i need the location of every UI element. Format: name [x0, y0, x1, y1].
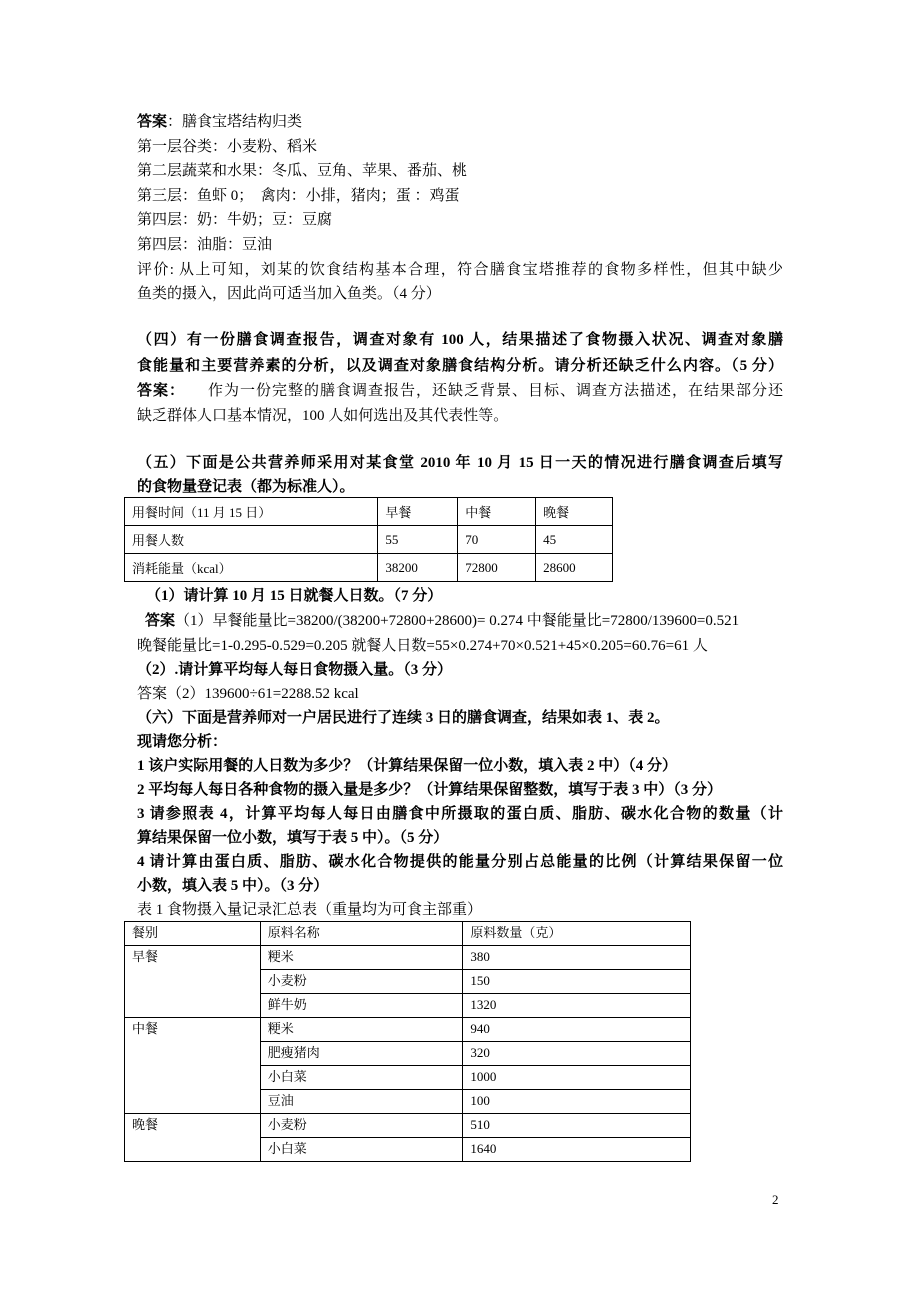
- table-cell: 晚餐: [536, 498, 613, 526]
- q6-item-2: 2 平均每人每日各种食物的摄入量是多少？（计算结果保留整数，填写于表 3 中）（3 分）: [137, 782, 723, 798]
- table-row: [125, 946, 691, 970]
- table-cell: 肥瘦猪肉: [260, 1042, 463, 1066]
- pagoda-answer-title: ：膳食宝塔结构归类: [167, 114, 303, 130]
- pagoda-level-1: 第一层谷类：小麦粉、稻米: [137, 139, 318, 155]
- table-cell: 28600: [536, 554, 613, 582]
- table-cell: 55: [378, 526, 458, 554]
- answer-label: 答案: [137, 114, 168, 130]
- table-cell: 消耗能量（kcal）: [125, 554, 378, 582]
- table-row: [125, 1114, 691, 1138]
- food-intake-table: [124, 921, 691, 1162]
- q5-answer-2: 答案（2）139600÷61=2288.52 kcal: [137, 686, 359, 702]
- pagoda-level-5: 第四层：油脂：豆油: [137, 237, 273, 253]
- table-cell: 小白菜: [260, 1066, 463, 1090]
- q4-answer-text: 作为一份完整的膳食调查报告，还缺乏背景、目标、调查方法描述，在结果部分还: [207, 383, 783, 399]
- table-cell: 1000: [463, 1066, 691, 1090]
- q4-question-line-1: （四）有一份膳食调查报告，调查对象有 100 人，结果描述了食物摄入状况、调查对象膳: [137, 332, 783, 348]
- page-number: 2: [772, 1192, 779, 1207]
- table-cell: 粳米: [260, 1018, 463, 1042]
- q6-item-4-line-1: 4 请计算由蛋白质、脂肪、碳水化合物提供的能量分别占总能量的比例（计算结果保留一位: [137, 854, 783, 870]
- table-row: [125, 498, 613, 526]
- q6-item-3-line-2: 算结果保留一位小数，填写于表 5 中）。（5 分）: [137, 830, 449, 846]
- q5-answer-1-line-2: 晚餐能量比=1-0.295-0.529=0.205 就餐人日数=55×0.274+70×0.521+45×0.205=60.76=61 人: [137, 638, 708, 654]
- table-cell: 100: [463, 1090, 691, 1114]
- table-header-row: [125, 922, 691, 946]
- q5-question-line-2: 的食物量登记表（都为标准人）。: [137, 479, 355, 495]
- q6-prompt: 现请您分析：: [137, 734, 228, 750]
- table-cell: 70: [458, 526, 536, 554]
- table-cell: 小麦粉: [260, 970, 463, 994]
- table-row: [125, 554, 613, 582]
- table-cell: 45: [536, 526, 613, 554]
- meal-cell: 中餐: [125, 1018, 261, 1114]
- table-cell: 940: [463, 1018, 691, 1042]
- table-cell: 1640: [463, 1138, 691, 1162]
- meal-cell: 早餐: [125, 946, 261, 1018]
- q4-answer-line-2: 缺乏群体人口基本情况，100 人如何选出及其代表性等。: [137, 408, 509, 424]
- answer-label: 答案: [145, 613, 176, 629]
- table-cell: 豆油: [260, 1090, 463, 1114]
- q4-answer-line-1: [137, 379, 783, 403]
- meal-energy-table: [124, 497, 613, 582]
- table-cell: 早餐: [378, 498, 458, 526]
- answer-label: 答案：: [137, 383, 185, 399]
- table-row: [125, 526, 613, 554]
- q6-item-1: 1 该户实际用餐的人日数为多少？（计算结果保留一位小数，填入表 2 中）（4 分）: [137, 758, 678, 774]
- table-cell: 38200: [378, 554, 458, 582]
- table-cell: 小麦粉: [260, 1114, 463, 1138]
- pagoda-level-4: 第四层：奶：牛奶；豆：豆腐: [137, 212, 333, 228]
- q5-sub-question-1: （1）请计算 10 月 15 日就餐人日数。（7 分）: [146, 588, 443, 604]
- table-cell: 72800: [458, 554, 536, 582]
- pagoda-level-3: 第三层：鱼虾 0； 禽肉：小排，猪肉；蛋 ：鸡蛋: [137, 188, 460, 204]
- table-header-cell: 原料名称: [260, 922, 463, 946]
- q5-answer-1-line-1: [145, 609, 739, 633]
- q6-item-3-line-1: 3 请参照表 4，计算平均每人每日由膳食中所摄取的蛋白质、脂肪、碳水化合物的数量（计: [137, 806, 783, 822]
- table-header-cell: 餐别: [125, 922, 261, 946]
- table-header-cell: 原料数量（克）: [463, 922, 691, 946]
- table-cell: 380: [463, 946, 691, 970]
- table-cell: 1320: [463, 994, 691, 1018]
- table-row: [125, 1018, 691, 1042]
- pagoda-evaluation-line-1: 评价: 从上可知，刘某的饮食结构基本合理，符合膳食宝塔推荐的食物多样性，但其中缺少: [137, 262, 783, 278]
- table-cell: 小白菜: [260, 1138, 463, 1162]
- table-cell: 320: [463, 1042, 691, 1066]
- meal-cell: 晚餐: [125, 1114, 261, 1162]
- table-caption: 表 1 食物摄入量记录汇总表（重量均为可食主部重）: [137, 902, 483, 918]
- q6-item-4-line-2: 小数，填入表 5 中）。（3 分）: [137, 878, 329, 894]
- table-cell: 粳米: [260, 946, 463, 970]
- q6-intro: （六）下面是营养师对一户居民进行了连续 3 日的膳食调查，结果如表 1、表 2。: [137, 710, 670, 726]
- table-cell: 510: [463, 1114, 691, 1138]
- table-cell: 150: [463, 970, 691, 994]
- q5-question-line-1: （五）下面是公共营养师采用对某食堂 2010 年 10 月 15 日一天的情况进行膳食调查后填写: [137, 455, 783, 471]
- pagoda-level-2: 第二层蔬菜和水果：冬瓜、豆角、苹果、番茄、桃: [137, 163, 468, 179]
- pagoda-evaluation-line-2: 鱼类的摄入，因此尚可适当加入鱼类。（4 分）: [137, 286, 441, 302]
- pagoda-answer-heading: [137, 110, 302, 134]
- table-cell: 用餐时间（11 月 15 日）: [125, 498, 378, 526]
- table-cell: 用餐人数: [125, 526, 378, 554]
- q5-sub-question-2: （2）.请计算平均每人每日食物摄入量。（3 分）: [137, 662, 453, 678]
- q4-question-line-2: 食能量和主要营养素的分析，以及调查对象膳食结构分析。请分析还缺乏什么内容。（5 分）: [137, 358, 783, 374]
- table-cell: 中餐: [458, 498, 536, 526]
- q5-answer-1-text: （1）早餐能量比=38200/(38200+72800+28600)= 0.274 中餐能量比=72800/139600=0.521: [175, 613, 740, 629]
- table-cell: 鲜牛奶: [260, 994, 463, 1018]
